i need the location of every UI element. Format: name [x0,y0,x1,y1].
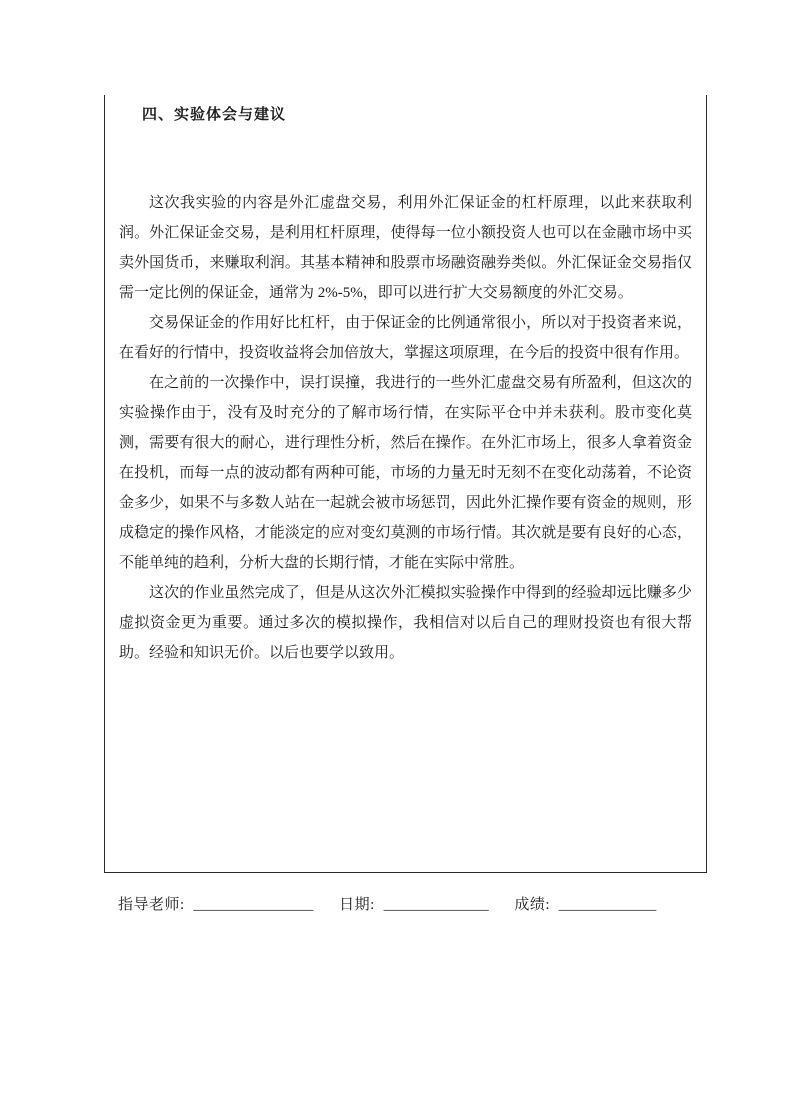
score-blank-line: _____________ [558,897,657,913]
signature-row [118,894,678,916]
date-label: 日期: [339,897,375,913]
paragraph-2: 交易保证金的作用好比杠杆，由于保证金的比例通常很小，所以对于投资者来说，在看好的行情中，投资收益将会加倍放大，掌握这项原理，在今后的投资中很有作用。 [119,315,692,361]
score-group [514,894,656,916]
section-heading: 四、实验体会与建议 [142,106,287,123]
teacher-group [118,894,313,916]
paragraph-1: 这次我实验的内容是外汇虚盘交易，利用外汇保证金的杠杆原理，以此来获取利润。外汇保证金交易，是利用杠杆原理，使得每一位小额投资人也可以在金融市场中买卖外国货币，来赚取利润。其基本精神和股票市场融资融券类似。外汇保证金交易指仅需一定比例的保证金，通常为 2%-5%，即可以进行扩大交易额度的外汇交易。 [119,195,692,301]
date-blank-line: ______________ [383,897,489,913]
teacher-label: 指导老师: [118,897,185,913]
date-group [339,894,488,916]
teacher-blank-line: ________________ [193,897,314,913]
paragraph-4: 这次的作业虽然完成了，但是从这次外汇模拟实验操作中得到的经验却远比赚多少虚拟资金更为重要。通过多次的模拟操作，我相信对以后自己的理财投资也有很大帮助。经验和知识无价。以后也要学以致用。 [119,585,692,661]
report-section-box [104,95,707,873]
section-body [119,188,692,668]
paragraph-3: 在之前的一次操作中，误打误撞，我进行的一些外汇虚盘交易有所盈利，但这次的实验操作由于，没有及时充分的了解市场行情，在实际平仓中并未获利。股市变化莫测，需要有很大的耐心，进行理性分析，然后在操作。在外汇市场上，很多人拿着资金在投机，而每一点的波动都有两种可能，市场的力量无时无刻不在变化动荡着，不论资金多少，如果不与多数人站在一起就会被市场惩罚，因此外汇操作要有资金的规则，形成稳定的操作风格，才能淡定的应对变幻莫测的市场行情。其次就是要有良好的心态，不能单纯的趋利，分析大盘的长期行情，才能在实际中常胜。 [119,375,692,571]
score-label: 成绩: [514,897,551,913]
